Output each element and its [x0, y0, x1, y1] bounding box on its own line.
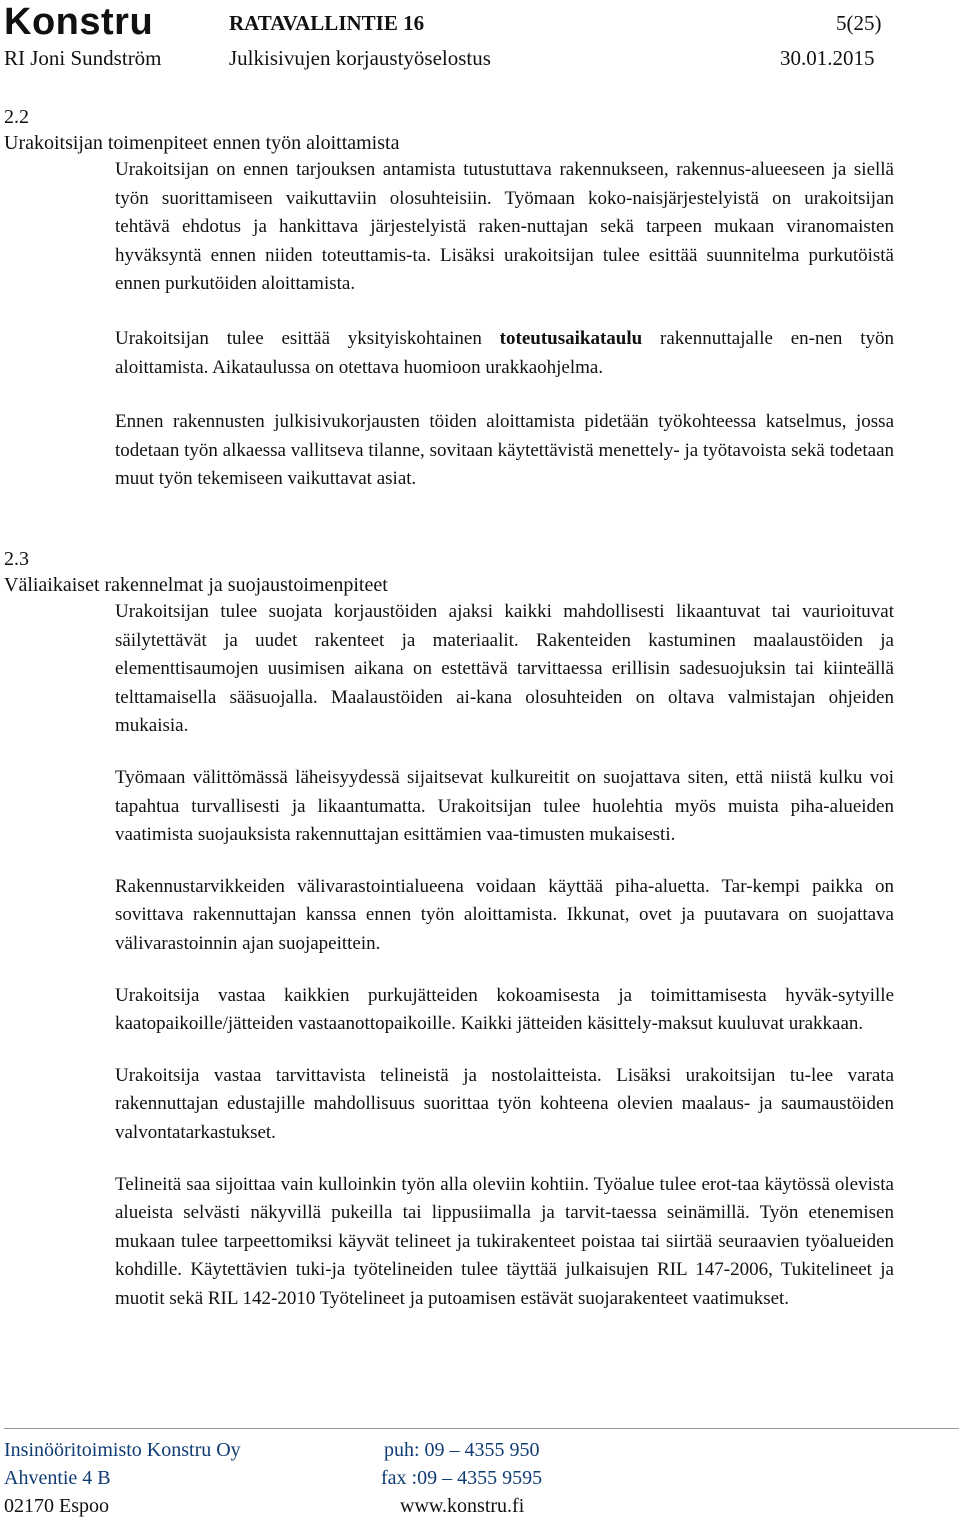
paragraph [115, 325, 894, 382]
document-title: Julkisivujen korjaustyöselostus [229, 46, 491, 70]
paragraph-text: rakennuttajalle en-nen työn aloittamista. Aikataulussa on otettava huomioon urakkaohjelma. [115, 327, 894, 378]
footer-divider [4, 1428, 959, 1429]
section-number: 2.2 [4, 106, 29, 128]
paragraph: Telineitä saa sijoittaa vain kulloinkin työn alla oleviin kohtiin. Työalue tulee erot-taa käytössä olevista alueista selvästi näkyvillä pukeilla tai lippusiimalla ja tarvit-taessa seinämillä. Työn etenemisen mukaan tulee tarpeettomiksi käyvät telineet ja tukirakenteet poistaa tai siirtää seuraavien työalueiden kohdille. Käytettävien tuki-ja työtelineiden tulee täyttää julkaisujen RIL 147-2006, Tukitelineet ja muotit sekä RIL 142-2010 Työtelineet ja putoamisen estävät suojarakenteet vaatimukset. [115, 1173, 894, 1309]
page-number: 5(25) [836, 11, 882, 35]
paragraph: Urakoitsija vastaa tarvittavista telineistä ja nostolaitteista. Lisäksi urakoitsijan tu-lee varata rakennuttajan edustajille mahdollisuus suorittaa työn kohteena olevien maalaus- ja saumaustöiden valvontatarkastukset. [115, 1064, 894, 1143]
section-body [115, 156, 894, 494]
project-name: RATAVALLINTIE 16 [229, 11, 425, 35]
footer-postal: 02170 Espoo [4, 1495, 109, 1517]
paragraph: Ennen rakennusten julkisivukorjausten töiden aloittamista pidetään työkohteessa katselmus, jossa todetaan työn alkaessa vallitseva tilanne, sovitaan käytettävistä menettely- ja työtavoista sekä todetaan muut työn tekemiseen vaikuttavat asiat. [115, 411, 894, 490]
section-body [115, 598, 894, 1313]
paragraph-text: Urakoitsijan tulee esittää yksityiskohtainen [115, 327, 500, 349]
section-title: Urakoitsijan toimenpiteet ennen työn aloittamista [4, 132, 400, 154]
paragraph: Urakoitsijan tulee suojata korjaustöiden ajaksi kaikki mahdollisesti likaantuvat tai vaurioituvat säilytettävät ja uudet rakenteet ja materiaalit. Rakenteiden kastuminen maalaustöiden ja elementtisaumojen uusimisen aikana on estettävä tarvittaessa erillisin sadesuojuksin tai kiinteällä telttamaisella sääsuojalla. Maalaustöiden ai-kana olosuhteiden on oltava valmistajan ohjeiden mukaisia. [115, 601, 894, 737]
footer-phone: puh: 09 – 4355 950 [384, 1439, 540, 1461]
author: RI Joni Sundström [4, 46, 162, 70]
footer-street: Ahventie 4 B [4, 1467, 111, 1489]
emphasis-term: toteutusaikataulu [499, 327, 643, 349]
section-number: 2.3 [4, 548, 29, 570]
section-title: Väliaikaiset rakennelmat ja suojaustoimenpiteet [4, 574, 388, 596]
footer-company: Insinööritoimisto Konstru Oy [4, 1439, 241, 1461]
footer-fax: fax :09 – 4355 9595 [381, 1467, 543, 1489]
paragraph: Urakoitsijan on ennen tarjouksen antamista tutustuttava rakennukseen, rakennus-alueeseen ja siellä työn suorittamiseen vaikuttaviin olosuhteisiin. Työmaan koko-naisjärjestelyistä on urakoitsijan tehtävä ehdotus ja hankittava järjestelyistä raken-nuttajan sekä tarpeen mukaan viranomaisten hyväksyntä ennen niiden toteuttamis-ta. Lisäksi urakoitsijan tulee esittää suunnitelma purkutöistä ennen purkutöiden aloittamista. [115, 159, 894, 295]
company-logo: Konstru [4, 1, 154, 43]
paragraph: Työmaan välittömässä läheisyydessä sijaitsevat kulkureitit on suojattava siten, että niistä kulku voi tapahtua turvallisesti ja likaantumatta. Urakoitsijan tulee huolehtia myös muista piha-alueiden vaatimista suojauksista rakennuttajan esittämien vaa-timusten mukaisesti. [115, 766, 894, 846]
paragraph: Urakoitsija vastaa kaikkien purkujätteiden kokoamisesta ja toimittamisesta hyväk-sytyille kaatopaikoille/jätteiden vastaanottopaikoille. Kaikki jätteiden käsittely-maksut kuuluvat urakkaan. [115, 984, 894, 1035]
footer-website[interactable]: www.konstru.fi [400, 1495, 525, 1517]
document-date: 30.01.2015 [780, 46, 875, 70]
paragraph: Rakennustarvikkeiden välivarastointialueena voidaan käyttää piha-aluetta. Tar-kempi paikka on sovittava rakennuttajan kanssa ennen työn aloittamista. Ikkunat, ovet ja puutavara on suojattava välivarastoinnin ajan suojapeittein. [115, 875, 894, 954]
